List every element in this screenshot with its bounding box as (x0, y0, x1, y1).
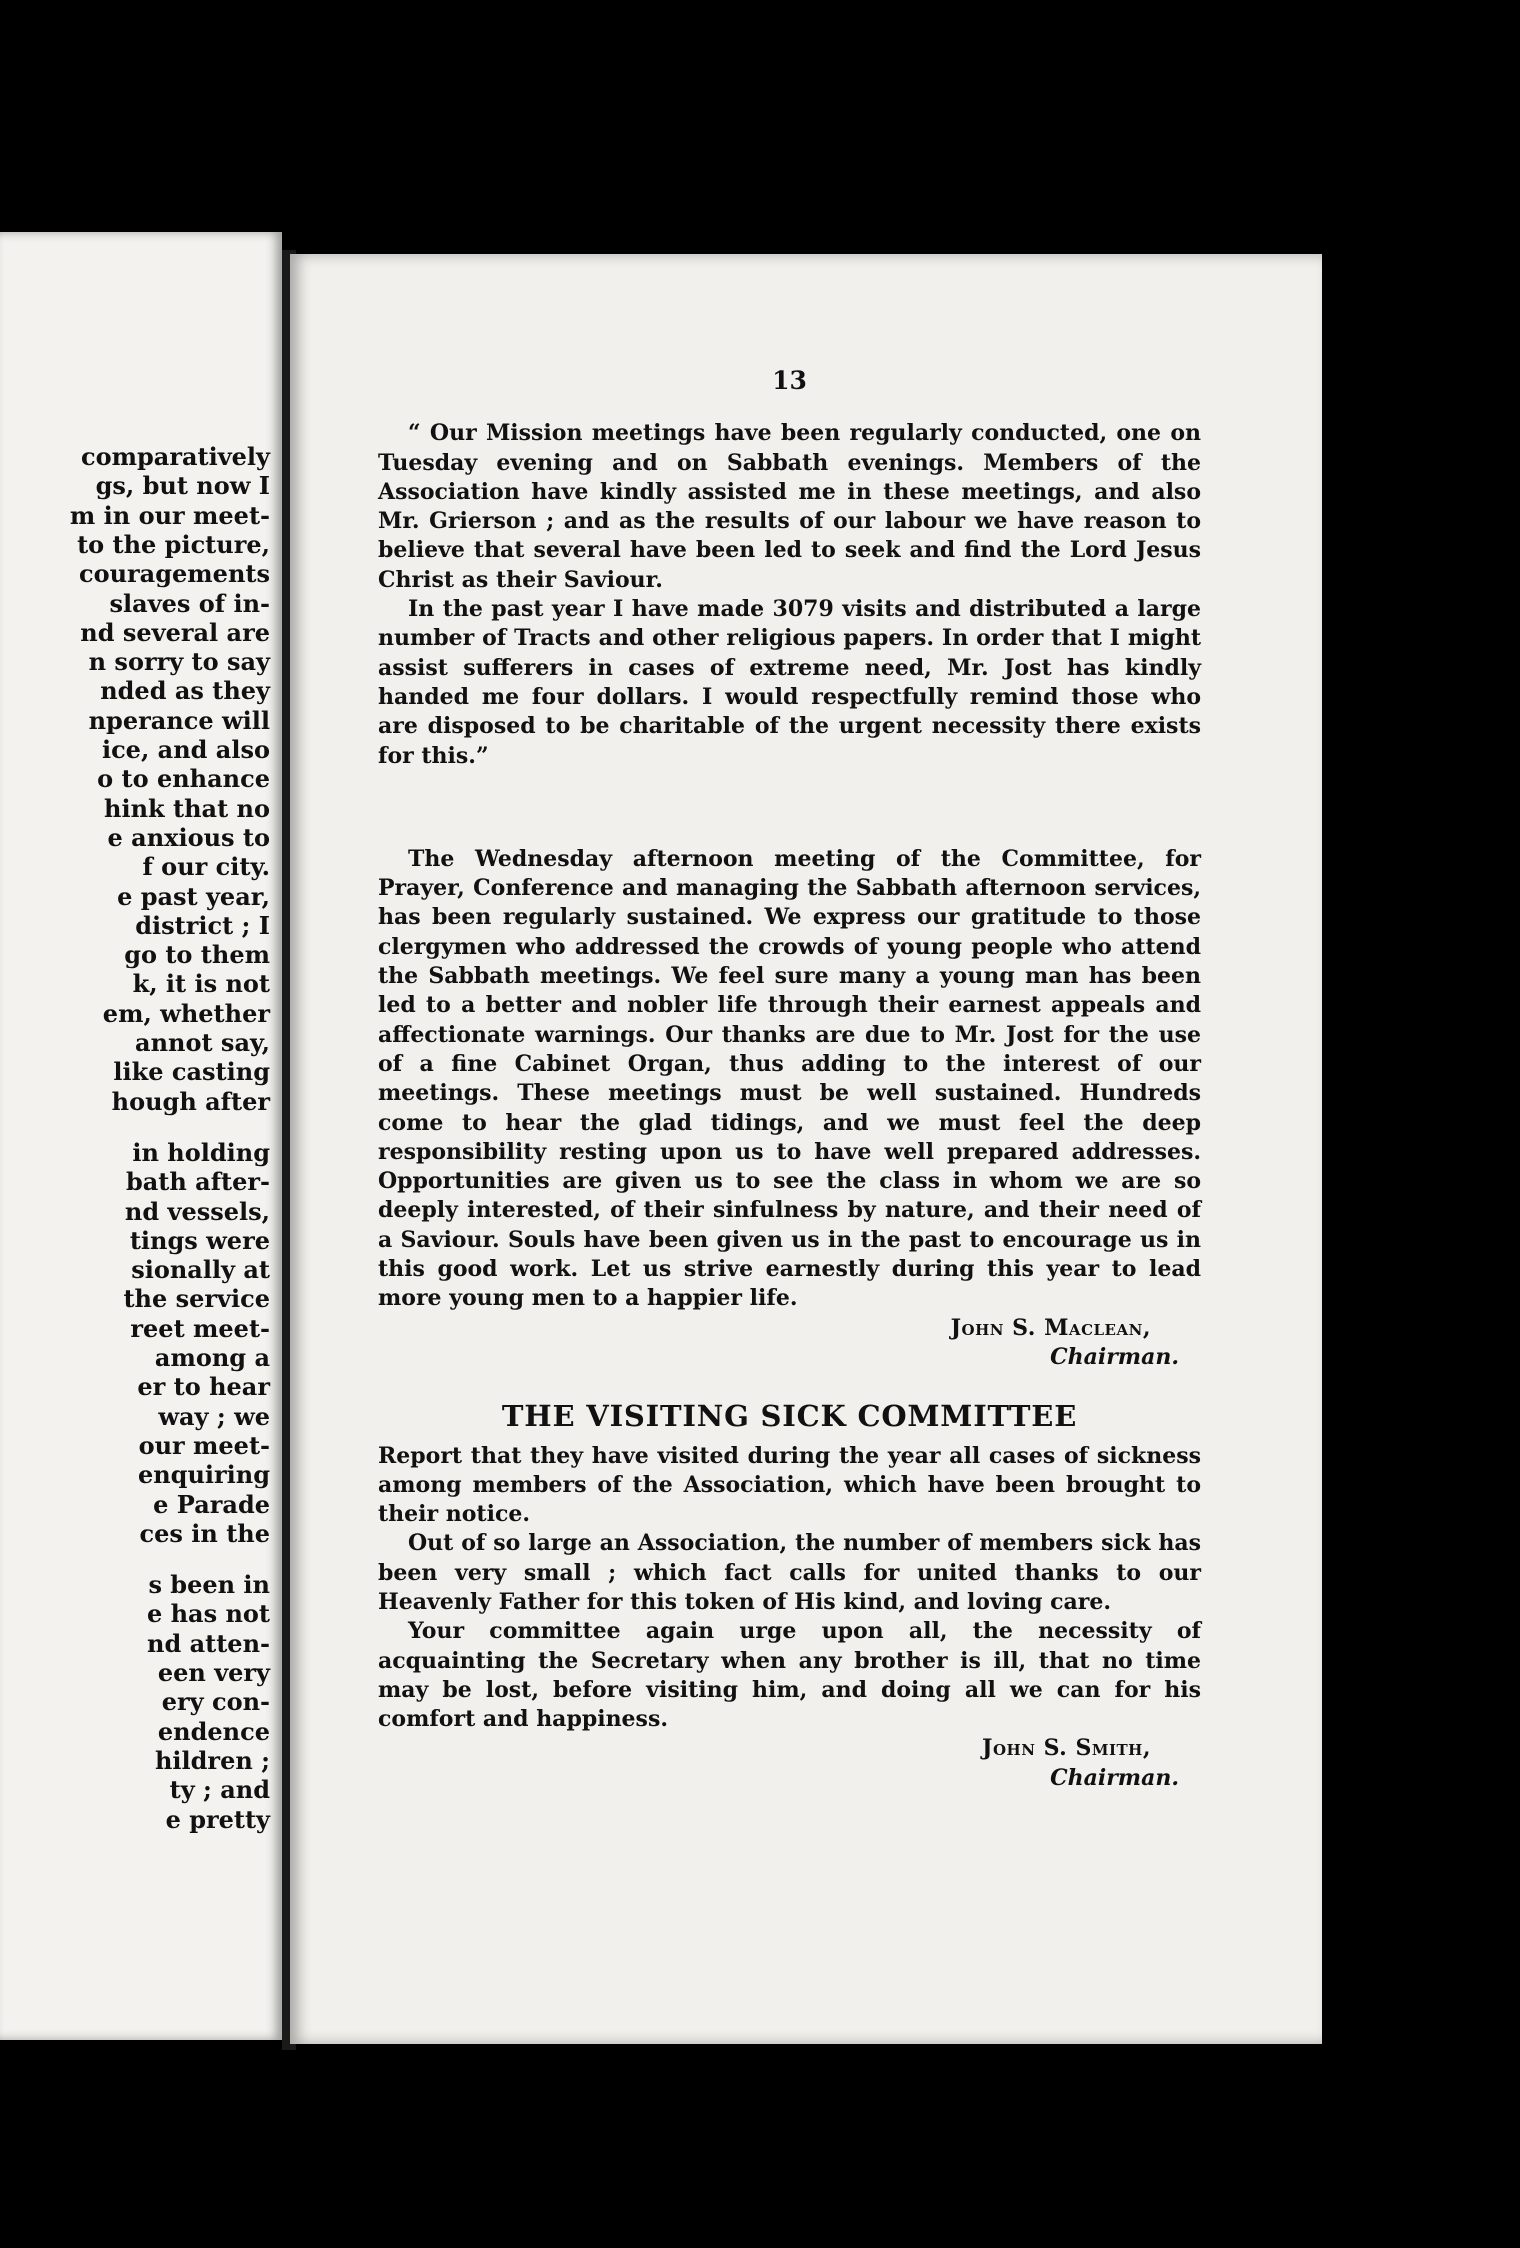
left-page-line: endence (157, 1716, 270, 1746)
right-page (290, 254, 1322, 2044)
left-page-line: nded as they (100, 676, 270, 706)
left-page-line: e Parade (153, 1489, 270, 1519)
left-page-line: ty ; and (169, 1775, 270, 1805)
left-page-line: among a (154, 1343, 270, 1372)
left-page-line: o to enhance (97, 764, 270, 794)
sick-committee-paragraph-1: Report that they have visited during the year all cases of sickness among members of the Association, which have been brought to their notice. (378, 1442, 1201, 1528)
left-page-line: reet meet- (130, 1313, 270, 1343)
left-page-line: sionally at (131, 1255, 270, 1285)
left-page-line: like casting (113, 1057, 270, 1087)
left-page-line: slaves of in- (109, 588, 270, 618)
left-page-line: gs, but now I (95, 471, 270, 501)
left-page-line: nperance will (88, 705, 270, 735)
left-page-line: comparatively (80, 442, 270, 471)
left-page-line: bath after- (125, 1167, 270, 1197)
left-page-line: the service (123, 1284, 270, 1314)
left-page-line: couragements (78, 559, 270, 589)
left-page-line: s been in (148, 1570, 270, 1600)
signature-maclean (378, 1314, 1201, 1373)
left-page-line: ces in the (139, 1518, 270, 1548)
left-page-line: our meet- (138, 1430, 270, 1460)
sick-committee-paragraph-3: Your committee again urge upon all, the necessity of acquainting the Secretary when any brother is ill, that no time may be lost, before visiting him, and doing all we can for his comfort and happiness. (378, 1618, 1201, 1733)
left-page-line: hildren ; (154, 1745, 270, 1775)
left-page-line: to the picture, (77, 529, 270, 559)
mission-quote-paragraph-2: In the past year I have made 3079 visits and distributed a large number of Tracts and other religious papers. In order that I might assist sufferers in cases of extreme need, Mr. Jost has kindly handed me four dollars. I would respectfully remind those who are disposed to be charitable of the urgent necessity there exists for this.” (378, 596, 1201, 769)
left-page-line: em, whether (102, 998, 270, 1028)
left-page-line: annot say, (135, 1028, 270, 1057)
left-page-line: k, it is not (132, 969, 270, 999)
page-number: 13 (772, 366, 807, 395)
left-page-line: e past year, (117, 881, 270, 911)
left-page-line: ery con- (161, 1687, 270, 1717)
left-page-line: nd atten- (147, 1628, 270, 1658)
left-page-line: e anxious to (107, 822, 270, 852)
left-page-line: m in our meet- (69, 500, 270, 530)
committee-report-paragraph: The Wednesday afternoon meeting of the Committee, for Prayer, Conference and managing the Sabbath afternoon services, has been regularly sustained. We express our gratitude to those clergymen who addressed the crowds of young people who attend the Sabbath meetings. We feel sure many a young man has been led to a better and nobler life through their earnest appeals and affectionate warnings. Our thanks are due to Mr. Jost for the use of a fine Cabinet Organ, thus adding to the interest of our meetings. These meetings must be well sustained. Hundreds come to hear the glad tidings, and we must feel the deep responsibility resting upon us to have well prepared addresses. Opportunities are given us to see the class in whom we are so deeply interested, of their sinfulness by nature, and their need of a Saviour. Souls have been given us in the past to encourage us in this good work. Let us strive earnestly during this year to lead more young men to a happier life. (378, 845, 1201, 1312)
left-page-line: district ; I (135, 910, 270, 940)
left-page-line: nd several are (80, 617, 270, 647)
left-page-line: er to hear (137, 1372, 270, 1402)
signature-smith (378, 1734, 1201, 1793)
left-page-line: go to them (124, 940, 270, 970)
left-page-line: hink that no (104, 793, 270, 823)
mission-quote-paragraph-1: “ Our Mission meetings have been regularly conducted, one on Tuesday evening and on Sabbath evenings. Members of the Association have kindly assisted me in these meetings, and also Mr. Grierson ; and as the results of our labour we have reason to believe that several have been led to seek and find the Lord Jesus Christ as their Saviour. (378, 420, 1201, 593)
section-gap (378, 771, 1201, 845)
signature-name: John S. Smith, (982, 1735, 1151, 1762)
left-page-line: f our city. (142, 852, 270, 882)
signature-title: Chairman. (1050, 1343, 1179, 1370)
left-page-line: hough after (111, 1086, 270, 1116)
left-page-line: nd vessels, (124, 1196, 270, 1226)
page-content (378, 366, 1201, 1793)
left-page-line: n sorry to say (88, 647, 270, 677)
signature-title: Chairman. (1050, 1764, 1179, 1791)
left-page-line: ice, and also (101, 735, 270, 764)
left-page-line: een very (157, 1658, 270, 1687)
left-page-line: in holding (132, 1137, 270, 1167)
left-page-line: e has not (146, 1599, 270, 1629)
left-page-line: tings were (129, 1225, 270, 1255)
signature-name: John S. Maclean, (950, 1314, 1151, 1341)
left-page-line: way ; we (158, 1401, 270, 1431)
section-heading: THE VISITING SICK COMMITTEE (501, 1399, 1078, 1434)
left-page-line: enquiring (137, 1460, 270, 1490)
left-page-fragment (0, 232, 282, 2040)
left-page-line: e pretty (165, 1804, 270, 1834)
sick-committee-paragraph-2: Out of so large an Association, the number of members sick has been very small ; which fact calls for united thanks to our Heavenly Father for this token of His kind, and loving care. (378, 1530, 1201, 1615)
